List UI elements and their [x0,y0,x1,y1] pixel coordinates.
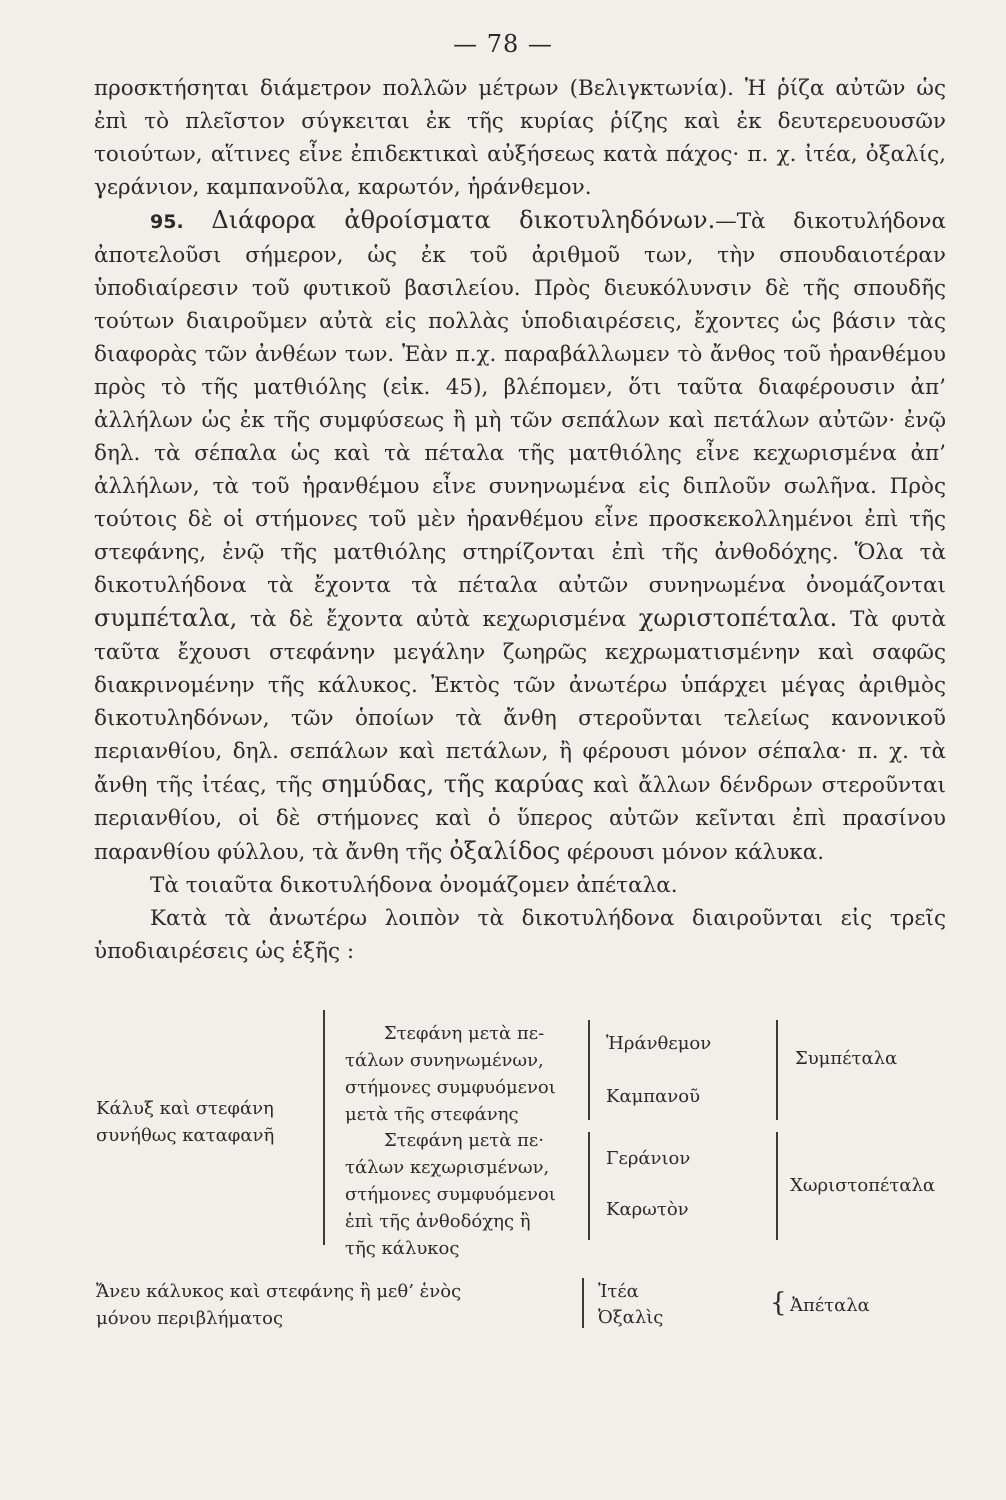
brace-choripetala-name [776,1132,778,1240]
brace-choripetala-examples [588,1132,590,1240]
brace-apetala-glyph: { [770,1288,787,1318]
page-number: — 78 — [453,30,553,58]
brace-sympetala-name [776,1020,778,1120]
group2-label [96,1278,461,1332]
choripetala-example-1: Γεράνιον [606,1148,691,1169]
desc-line: τῆς κάλυκος [345,1238,460,1259]
desc-line: μετὰ τῆς στεφάνης [345,1104,519,1125]
group2-label-line2: μόνου περιβλήματος [96,1308,284,1329]
section-body-mid: τὰ δὲ ἔχοντα αὐτὰ κεχωρισμένα [249,607,627,632]
apetala-name: Ἀπέταλα [790,1295,870,1316]
sympetala-example-2: Καμπανοῦ [606,1086,701,1107]
brace-sympetala-examples [588,1020,590,1120]
sympetala-name: Συμπέταλα [795,1048,898,1069]
term-sympetala: συμπέταλα, [94,604,238,632]
paragraph-apetala: Τὰ τοιαῦτα δικοτυλήδονα ὀνομάζομεν ἀπέταλα. [150,873,678,898]
section-body: —Τὰ δικοτυλήδονα ἀποτελοῦσι σήμερον, ὡς ἐκ τοῦ ἀριθμοῦ των, τὴν σπουδαιοτέραν ὑποδιαίρεσιν τοῦ φυτικοῦ βασιλείου. Πρὸς διευκόλυνσιν δὲ τῆς σπουδῆς τούτων διαιροῦμεν αὐτὰ εἰς πολλὰς ὑποδιαιρέσεις, ἔχοντες ὡς βάσιν τὰς διαφορὰς τῶν ἀνθέων των. Ἐὰν π.χ. παραβάλλωμεν τὸ ἄνθος τοῦ ἡρανθέμου πρὸς τὸ τῆς ματθιόλης (εἰκ. 45), βλέπομεν, ὅτι ταῦτα διαφέρουσιν ἀπ’ ἀλλήλων ὡς ἐκ τῆς συμφύσεως ἢ μὴ τῶν σεπάλων καὶ πετάλων αὐτῶν· ἐνῷ δηλ. τὰ σέπαλα ὡς καὶ τὰ πέταλα τῆς ματθιόλης εἶνε κεχωρισμένα ἀπ’ ἀλλήλων, τὰ τοῦ ἡρανθέμου εἶνε συνηνωμένα εἰς διπλοῦν σωλῆνα. Πρὸς τούτοις δὲ οἱ στήμονες τοῦ μὲν ἡρανθέμου εἶνε προσκεκολλημένοι ἐπὶ τῆς στεφάνης, ἐνῷ τῆς ματθιόλης στηρίζονται ἐπὶ τῆς ἀνθοδόχης. Ὅλα τὰ δικοτυλήδονα τὰ ἔχοντα τὰ πέταλα αὐτῶν συνηνωμένα ὀνομάζονται [94,209,946,598]
group2-label-line1: Ἄνευ κάλυκος καὶ στεφάνης ἢ μεθ’ ἑνὸς [96,1281,462,1302]
apetala-example-1: Ἰτέα [598,1281,639,1302]
group1-label-line2: συνήθως καταφανῆ [96,1125,275,1146]
choripetala-description [345,1127,583,1262]
section-title: Διάφορα ἀθροίσματα δικοτυληδόνων. [211,206,716,234]
desc-line: στήμονες συμφυόμενοι [345,1184,556,1205]
sympetala-example-1: Ἡράνθεμον [606,1033,712,1054]
section-body-final: φέρουσι μόνον κάλυκα. [567,840,825,865]
sympetala-description [345,1020,583,1128]
desc-line: τάλων κεχωρισμένων, [345,1157,550,1178]
desc-line: τάλων συνηνωμένων, [345,1050,544,1071]
apetala-example-2: Ὀξαλὶς [598,1307,664,1328]
section-number: 95. [150,211,184,233]
term-trees: σημύδας, τῆς καρύας [321,770,585,798]
desc-line: Στεφάνη μετὰ πε· [384,1130,544,1151]
left-brace [323,1010,325,1245]
desc-line: στήμονες συμφυόμενοι [345,1077,556,1098]
paragraph-division: Κατὰ τὰ ἀνωτέρω λοιπὸν τὰ δικοτυλήδονα διαιροῦνται εἰς τρεῖς ὑποδιαιρέσεις ὡς ἑξῆς : [94,906,946,964]
group1-label-line1: Κάλυξ καὶ στεφάνη [96,1098,274,1119]
main-text [94,72,946,968]
section-body-tail: Τὰ φυτὰ ταῦτα ἔχουσι στεφάνην μεγάλην ζωηρῶς κεχρωματισμένην καὶ σαφῶς διακρινομένην τῆς κάλυκος. Ἐκτὸς τῶν ἀνωτέρω ὑπάρχει μέγας ἀριθμὸς δικοτυληδόνων, τῶν ὁποίων τὰ ἄνθη στεροῦνται τελείως κανονικοῦ περιανθίου, δηλ. σεπάλων καὶ πετάλων, ἢ φέρουσι μόνον σέπαλα· π. χ. τὰ ἄνθη τῆς ἰτέας, τῆς [94,607,946,798]
section-95 [94,204,946,869]
desc-line: Στεφάνη μετὰ πε- [383,1023,545,1044]
choripetala-example-2: Καρωτὸν [606,1199,689,1220]
section-body-end: καὶ ἄλλων δένδρων στεροῦνται περιανθίου, οἱ δὲ στήμονες καὶ ὁ ὕπερος αὐτῶν κεῖνται ἐπὶ πρασίνου παρανθίου φύλλου, τὰ ἄνθη τῆς [94,773,946,865]
brace-apetala-examples [582,1278,584,1328]
term-choripetala: χωριστοπέταλα. [638,604,838,632]
paragraph-continuation: προσκτήσηται διάμετρον πολλῶν μέτρων (Βελιγκτωνία). Ἡ ῥίζα αὐτῶν ὡς ἐπὶ τὸ πλεῖστον σύγκειται ἐκ τῆς κυρίας ῥίζης καὶ ἐκ δευτερευουσῶν τοιούτων, αἵτινες εἶνε ἐπιδεκτικαὶ αὐξήσεως κατὰ πάχος· π. χ. ἰτέα, ὀξαλίς, γεράνιον, καμπανοῦλα, καρωτόν, ἡράνθεμον. [94,76,946,200]
choripetala-name: Χωριστοπέταλα [790,1175,936,1196]
desc-line: ἐπὶ τῆς ἀνθοδόχης ἢ [345,1211,531,1232]
group1-label [96,1095,274,1149]
term-oxalis: ὀξαλίδος [449,837,561,865]
